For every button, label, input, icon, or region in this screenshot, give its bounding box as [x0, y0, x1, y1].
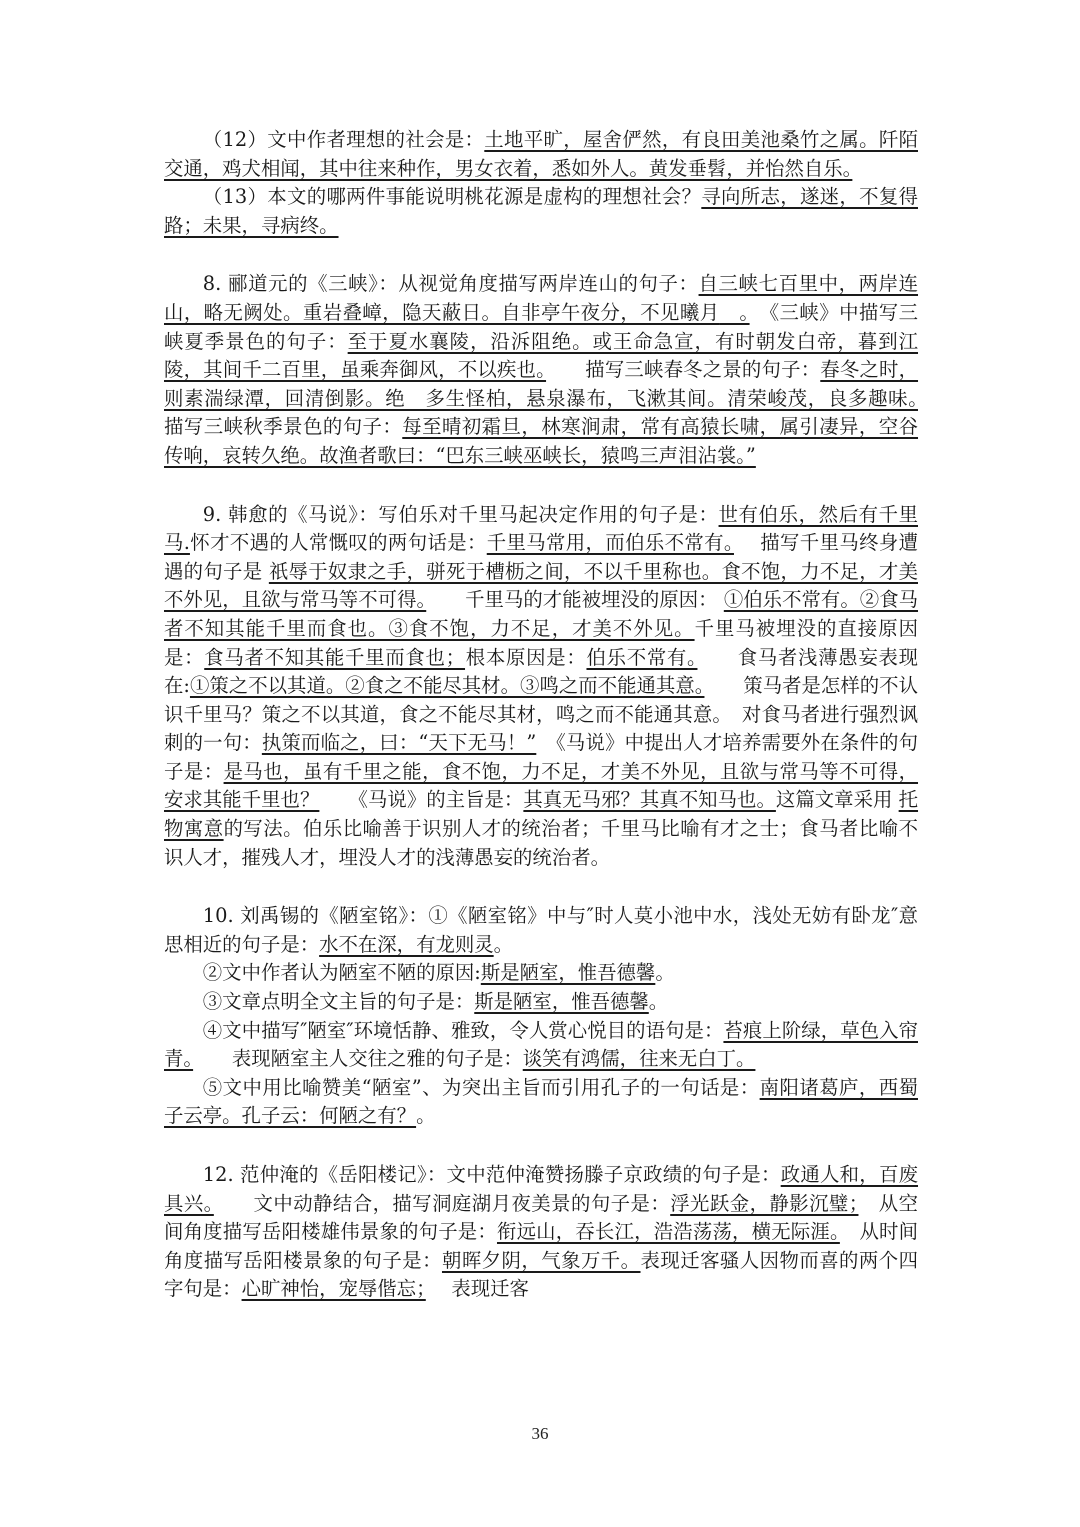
answer-text: 浮光跃金，静影沉璧；: [670, 1191, 859, 1215]
answer-text: 食马者不知其能千里而食也；: [204, 645, 466, 669]
answer-text: 自三峡七百里中，两岸连山，略无阙处。重岩叠嶂，隐天蔽日。自非亭午夜分，不见曦月: [164, 272, 919, 324]
question-text: 10. 刘禹锡的《陋室铭》：①《陋室铭》中与″时人莫小池中水，浅处无妨有卧龙″意思相近的句子是：: [164, 904, 918, 956]
answer-text: 心旷神怡，宠辱偕忘；: [241, 1277, 426, 1301]
answer-text: 世有伯乐，然后有千里马.: [164, 502, 918, 555]
answer-text: 其真无马邪？其真不知马也。: [523, 788, 776, 812]
paragraph-yueyanglou: [164, 1161, 918, 1304]
answer-text: 斯是陋室，惟吾德馨: [480, 961, 656, 985]
paragraph-loushiming-1: 10. 刘禹锡的《陋室铭》：①《陋室铭》中与″时人莫小池中水，浅处无妨有卧龙″意思相近的句子是：水不在深，有龙则灵。: [164, 904, 918, 956]
question-text: （13）本文的哪两件事能说明桃花源是虚构的理想社会？: [202, 185, 702, 209]
section-gap: [164, 240, 918, 270]
answer-text: 春冬之时，则素湍绿潭，回清倒影。绝 多生怪柏，悬泉瀑布，飞漱其间。清荣峻茂，良多趣味。: [164, 358, 919, 410]
question-text: ②文中作者认为陋室不陋的原因:: [202, 961, 481, 985]
question-text: 怀才不遇的人常慨叹的两句话是：: [189, 531, 487, 555]
page-content: [164, 126, 918, 1304]
answer-text: 是马也，虽有千里之能，食不饱，力不足，才美不外见，且欲与常马等不可得，安求其能千里也？: [164, 759, 919, 812]
question-text: （12）文中作者理想的社会是：: [202, 128, 485, 151]
answer-text: 寻向所志，遂迷，不复得路；未果，寻病终。: [164, 185, 918, 237]
question-text: ④文中描写″陋室″环境恬静、雅致，令人赏心悦目的语句是：: [202, 1018, 724, 1042]
question-text: 从时间角度描写岳阳楼景象的句子是：: [164, 1220, 919, 1272]
question-text: 策马者是怎样的不认识千里马？策之不以其道，食之不能尽其材，鸣之而不能通其意。: [164, 674, 918, 726]
answer-text: 祇辱于奴隶之手，骈死于槽枥之间，不以千里称也。食不饱，力不足，才美不外见，且欲与常马等不可得。: [164, 559, 918, 612]
answer-text: 谈笑有鸿儒，往来无白丁。: [522, 1047, 756, 1071]
question-text: 《马说》中提出人才培养需要外在条件的句子是：: [164, 731, 919, 783]
question-text: ⑤文中用比喻赞美“陋室”、为突出主旨而引用孔子的一句话是：: [202, 1075, 760, 1099]
question-text: 表现迁客: [451, 1277, 529, 1301]
answer-text: 千里马常用，而伯乐不常有。: [486, 531, 734, 555]
section-gap: [164, 471, 918, 501]
answer-text: 每至晴初霜旦，林寒涧肃，常有高猿长啸，属引凄异，空谷传响，哀转久绝。故渔者歌曰：“巴东三峡巫峡长，猿鸣三声泪沾裳。”: [164, 415, 919, 467]
question-text: 从空间角度描写岳阳楼雄伟景象的句子是：: [164, 1191, 918, 1244]
question-text: 描写千里马终身遭遇的句子是: [164, 531, 919, 583]
answer-text: ①伯乐不常有。②食马者不知其能千里而食也。③食不饱，力不足，才美不外见。: [164, 588, 919, 640]
answer-text: 伯乐不常有。: [586, 645, 698, 669]
question-text: 根本原因是：: [465, 645, 587, 669]
paragraph-q12: [164, 126, 918, 183]
answer-text: 土地平旷，屋舍俨然，有良田美池桑竹之属。阡陌交通，鸡犬相闻，其中往来种作，男女衣着，悉如外人。黄发垂髫，并怡然自乐。: [164, 128, 918, 180]
question-text: 9. 韩愈的《马说》：写伯乐对千里马起决定作用的句子是：: [202, 502, 719, 526]
section-gap: [164, 872, 918, 902]
paragraph-sanxia: 8. 郦道元的《三峡》：从视觉角度描写两岸连山的句子：自三峡七百里中，两岸连山，略无阙处。重岩叠嶂，隐天蔽日。自非亭午夜分，不见曦月 。 《三峡》中描写三峡夏季景色的句子：至于夏水襄陵，沿泝阻绝。或王命急宣，有时朝发白帝，暮到江陵，其间千二百里，虽乘奔御风，不以疾也。 描写三峡春冬之景的句子：春冬之时，则素湍绿潭，回清倒影。绝 多生怪柏，悬泉瀑布，飞漱其间。清荣峻茂，良多趣味。 描写三峡秋季景色的句子：每至晴初霜旦，林寒涧肃，常有高猿长啸，属引凄异，空谷传响，哀转久绝。故渔者歌曰：“巴东三峡巫峡长，猿鸣三声泪沾裳。”: [164, 272, 919, 467]
paragraph-loushiming-5: ⑤文中用比喻赞美“陋室”、为突出主旨而引用孔子的一句话是：南阳诸葛庐，西蜀子云亭。孔子云：何陋之有？。: [164, 1075, 918, 1128]
paragraph-loushiming-3: ③文章点明全文主旨的句子是：斯是陋室，惟吾德馨。: [202, 990, 669, 1014]
question-text: 描写三峡秋季景色的句子：: [164, 415, 403, 439]
answer-text: 斯是陋室，惟吾德馨: [474, 990, 649, 1014]
question-text: 8. 郦道元的《三峡》：从视觉角度描写两岸连山的句子：: [202, 272, 699, 296]
paragraph-loushiming-4: [164, 1017, 918, 1074]
answer-text: 苔痕上阶绿，草色入帘青。: [164, 1018, 918, 1071]
question-text: 食马者浅薄愚妄表现在:: [164, 645, 919, 698]
paragraph-mashuo: [164, 501, 918, 873]
question-text: 《三峡》中描写三峡夏季景色的句子：: [164, 300, 918, 353]
question-text: 对食马者进行强烈讽刺的一句：: [164, 702, 919, 755]
question-text: 的写法。伯乐比喻善于识别人才的统治者；千里马比喻有才之士；食马者比喻不识人才，摧残人才，埋没人才的浅薄愚妄的统治者。: [164, 817, 919, 869]
question-text: 描写三峡春冬之景的句子：: [585, 358, 821, 382]
page-number: 36: [531, 1424, 549, 1443]
answer-text: 朝晖夕阴，气象万千。: [441, 1248, 641, 1272]
answer-text: 政通人和，百废具兴。: [164, 1163, 919, 1215]
question-text: 文中动静结合，描写洞庭湖月夜美景的句子是：: [253, 1191, 671, 1215]
question-text: 表现陋室主人交往之雅的句子是：: [231, 1047, 523, 1071]
question-text: 这篇文章采用: [775, 788, 893, 812]
paragraph-q13: [164, 183, 918, 240]
question-text: 表现迁客骚人因物而喜的两个四字句是：: [164, 1248, 919, 1301]
question-text: 千里马被埋没的直接原因是：: [164, 616, 919, 669]
answer-text: 托物寓意: [164, 788, 919, 841]
question-text: 千里马的才能被埋没的原因：: [465, 588, 718, 612]
section-gap: [164, 1131, 918, 1161]
answer-text: 至于夏水襄陵，沿泝阻绝。或王命急宣，有时朝发白帝，暮到江陵，其间千二百里，虽乘奔御风，不以疾也。: [164, 329, 919, 382]
question-text: 《马说》的主旨是：: [358, 788, 524, 812]
answer-text: 执策而临之，曰：“天下无马！”: [261, 731, 537, 755]
answer-text: 衔远山，吞长江，浩浩荡荡，横无际涯。: [496, 1220, 840, 1244]
answer-text: 南阳诸葛庐，西蜀子云亭。孔子云：何陋之有？: [164, 1075, 918, 1128]
paragraph-loushiming-2: ②文中作者认为陋室不陋的原因:斯是陋室，惟吾德馨。: [202, 961, 675, 985]
answer-text: 水不在深，有龙则灵: [319, 932, 494, 956]
question-text: ③文章点明全文主旨的句子是：: [202, 990, 475, 1014]
question-text: 12. 范仲淹的《岳阳楼记》：文中范仲淹赞扬滕子京政绩的句子是：: [202, 1163, 781, 1186]
answer-text: ①策之不以其道。②食之不能尽其材。③鸣之而不能通其意。: [189, 674, 705, 698]
